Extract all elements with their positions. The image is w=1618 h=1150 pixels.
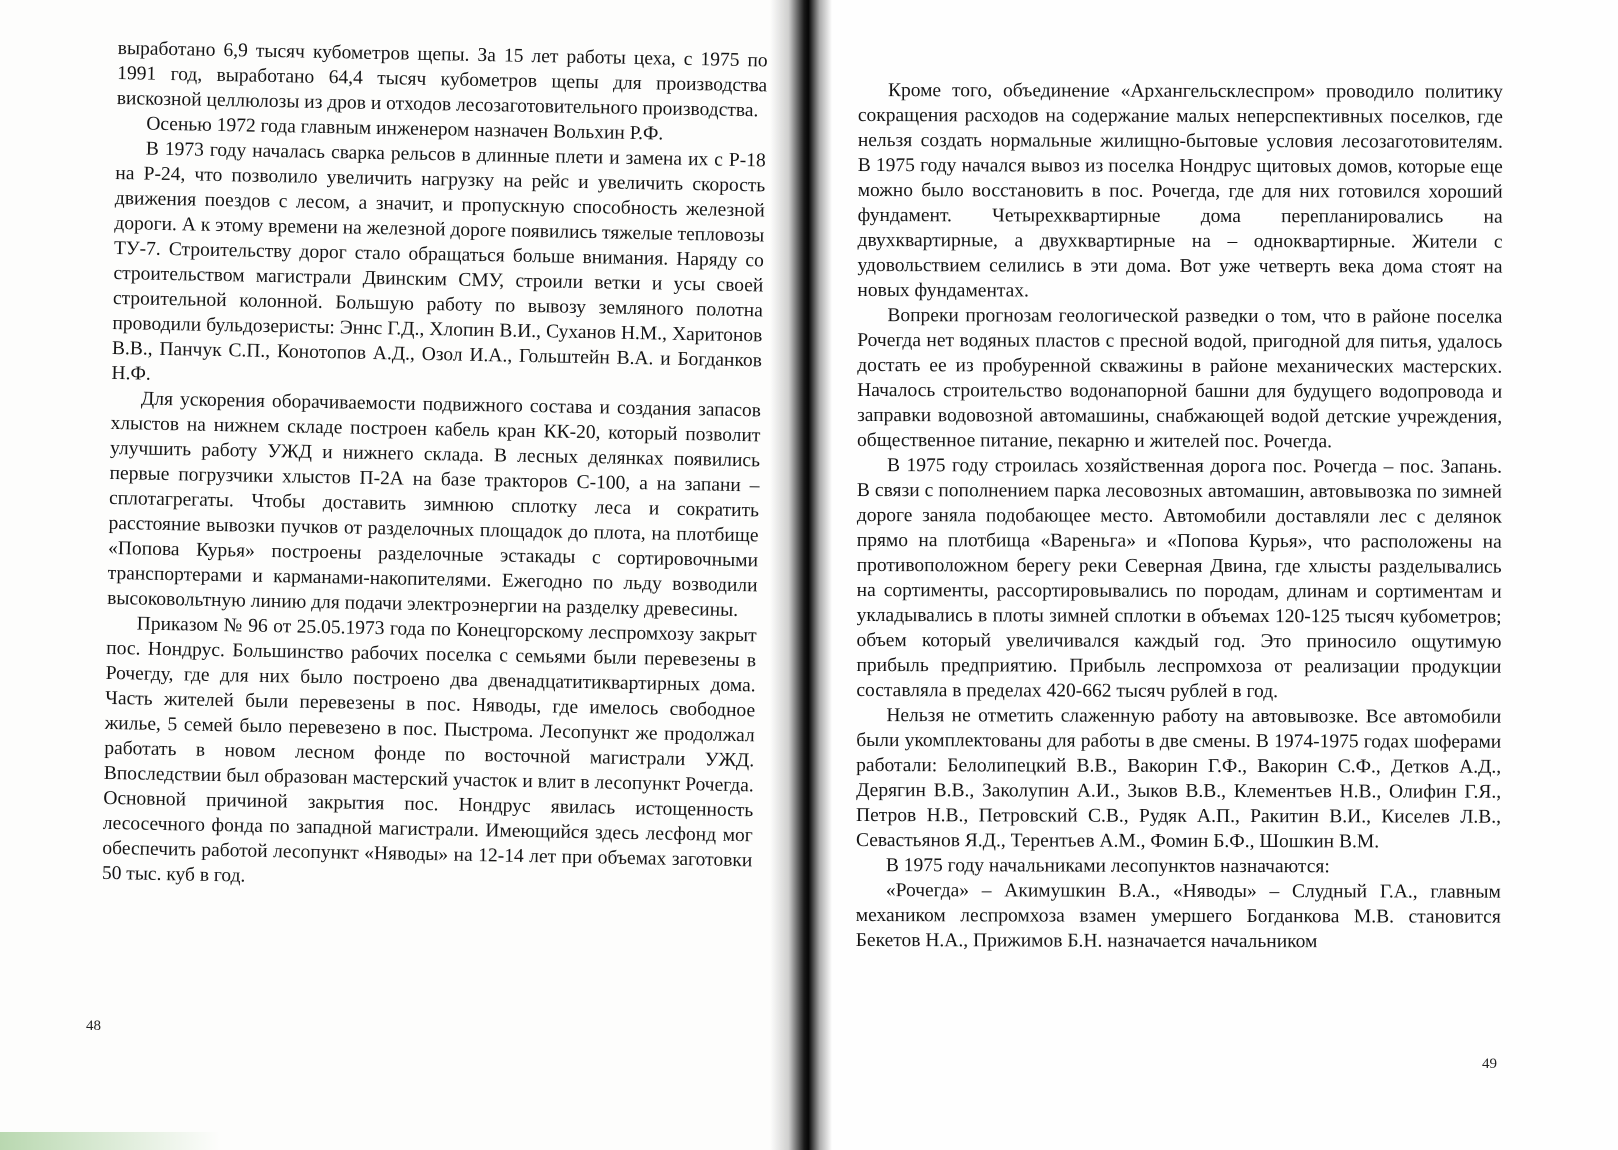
right-paragraph-4: Нельзя не отметить слаженную работу на автовывозке. Все автомобили были укомплектованы для работы в две смены. В 1974-1975 годах шоферами работали: Белолипецкий В.В., Вакорин Г.Ф., Вакорин С.Ф., Детков А.Д., Дерягин В.В., Заколупин А.И., Зыков В.В., Клементьев Н.В., Олифин Г.Я., Петров Н.В., Петровский С.В., Рудяк А.П., Ракитин В.И., Киселев Л.В., Севастьянов Я.Д., Терентьев А.М., Фомин Б.Ф., Шошкин В.М. [855,705,1502,853]
scan-edge-tint [0,1132,220,1150]
right-paragraph-2: Вопреки прогнозам геологической разведки о том, что в районе поселка Рочегда нет водяных пластов с пресной водой, пригодной для питья, удалось достать ее из пробуренной скважины в районе механических мастерских. Началось строительство водонапорной башни для будущего водопровода и заправки водовозной автомашины, снабжающей водой детские учреждения, общественное питание, пекарню и жителей пос. Рочегда. [857,305,1503,453]
page-number-left: 48 [86,1018,101,1034]
book-gutter [770,0,832,1150]
right-paragraph-1: Кроме того, объединение «Архангельсклеспром» проводило политику сокращения расходов на содержание малых неперспективных поселков, где нельзя создать нормальные жилищно-бытовые условия лесозаготовителям. В 1975 году начался вывоз из поселка Нондрус щитовых домов, которые еще можно было восстановить в пос. Рочегда, где для них готовился хороший фундамент. Четырехквартирные дома перепланировались на двухквартирные, а двухквартирные на – одноквартирные. Жители с удовольствием селились в эти дома. Вот уже четверть века дома стоят на новых фундаментах. [857,80,1503,302]
right-page-text [856,78,1503,955]
left-page-text [102,36,768,898]
right-paragraph-6: «Рочегда» – Акимушкин В.А., «Няводы» – Слудный Г.А., главным механиком леспромхоза взамен умершего Богданкова М.В. становится Бекетов Н.А., Прижимов Б.Н. назначается начальником [855,880,1501,953]
left-paragraph-3: В 1973 году началась сварка рельсов в длинные плети и замена их с Р-18 на Р-24, что позволило увеличить нагрузку на рейс и увеличить скорость движения поездов с лесом, а значит, и пропускную способность железной дороги. А к этому времени на железной дороге появились тяжелые тепловозы ТУ-7. Строительству дорог стало обращаться больше внимания. Наряду со строительством магистрали Двинским СМУ, строили ветки и усы своей строительной колонной. Большую работу по вывозу земляного полотна проводили бульдозеристы: Эннс Г.Д., Хлопин В.И., Суханов Н.М., Харитонов В.В., Панчук С.П., Конотопов А.Д., Озол И.А., Гольштейн В.А. и Богданков Н.Ф. [111,138,766,385]
page-number-right: 49 [1482,1056,1497,1072]
left-paragraph-1: выработано 6,9 тысяч кубометров щепы. За 15 лет работы цеха, с 1975 по 1991 год, выработано 64,4 тысяч кубометров щепы для производства вискозной целлюлозы из дров и отходов лесозаготовительного производства. [116,37,768,122]
left-paragraph-2: Осенью 1972 года главным инженером назначен Вольхин Р.Ф. [146,113,664,145]
right-paragraph-3: В 1975 году строилась хозяйственная дорога пос. Рочегда – пос. Запань. В связи с пополнением парка лесовозных автомашин, автовывозка по зимней дороге заняла подобающее место. Автомобили доставляли лес с делянок прямо на плотбища «Вареньга» и «Попова Курья», что расположены на противоположном берегу реки Северная Двина, где хлысты разделывались на сортименты, рассортировывались по породам, длинам и сортиментам и укладывались в плоты зимней сплотки в объемах 120-125 тысяч кубометров; объем который увеличивался каждый год. Это приносило ощутимую прибыль предприятию. Прибыль леспромхоза от реализации продукции составляла в пределах 420-662 тысяч рублей в год. [856,455,1503,703]
left-paragraph-4: Для ускорения оборачиваемости подвижного состава и создания запасов хлыстов на нижнем складе построен кабель кран КК-20, который позволит улучшить работу УЖД и нижнего склада. В лесных делянках появились первые погрузчики хлыстов П-2А на базе тракторов С-100, а на запани – сплотагрегаты. Чтобы доставить зимнюю сплотку леса и сократить расстояние вывозки пучков от разделочных площадок до плота, на плотбище «Попова Курья» построены разделочные эстакады с сортировочными транспортерами и карманами-накопителями. Ежегодно по льду возводили высоковольтную линию для подачи электроэнергии на разделку древесины. [106,388,762,622]
right-paragraph-5: В 1975 году начальниками лесопунктов назначаются: [885,855,1330,878]
left-paragraph-5: Приказом № 96 от 25.05.1973 года по Конецгорскому леспромхозу закрыт пос. Нондрус. Большинство рабочих поселка с семьями были перевезены в Рочегду, где для них было построено два двенадцатитиквартирных дома. Часть жителей были перевезены в пос. Няводы, где имелось свободное жилье, 5 семей было перевезено в пос. Пыстрома. Лесопункт же продолжал работать в новом лесном фонде по восточной магистрали УЖД. Впоследствии был образован мастерский участок и влит в лесопункт Рочегда. Основной причиной закрытия пос. Нондрус явилась истощенность лесосечного фонда по западной магистрали. Имеющийся здесь лесфонд мог обеспечить работой лесопункт «Няводы» на 12-14 лет при объемах заготовки 50 тыс. куб в год. [101,613,757,887]
